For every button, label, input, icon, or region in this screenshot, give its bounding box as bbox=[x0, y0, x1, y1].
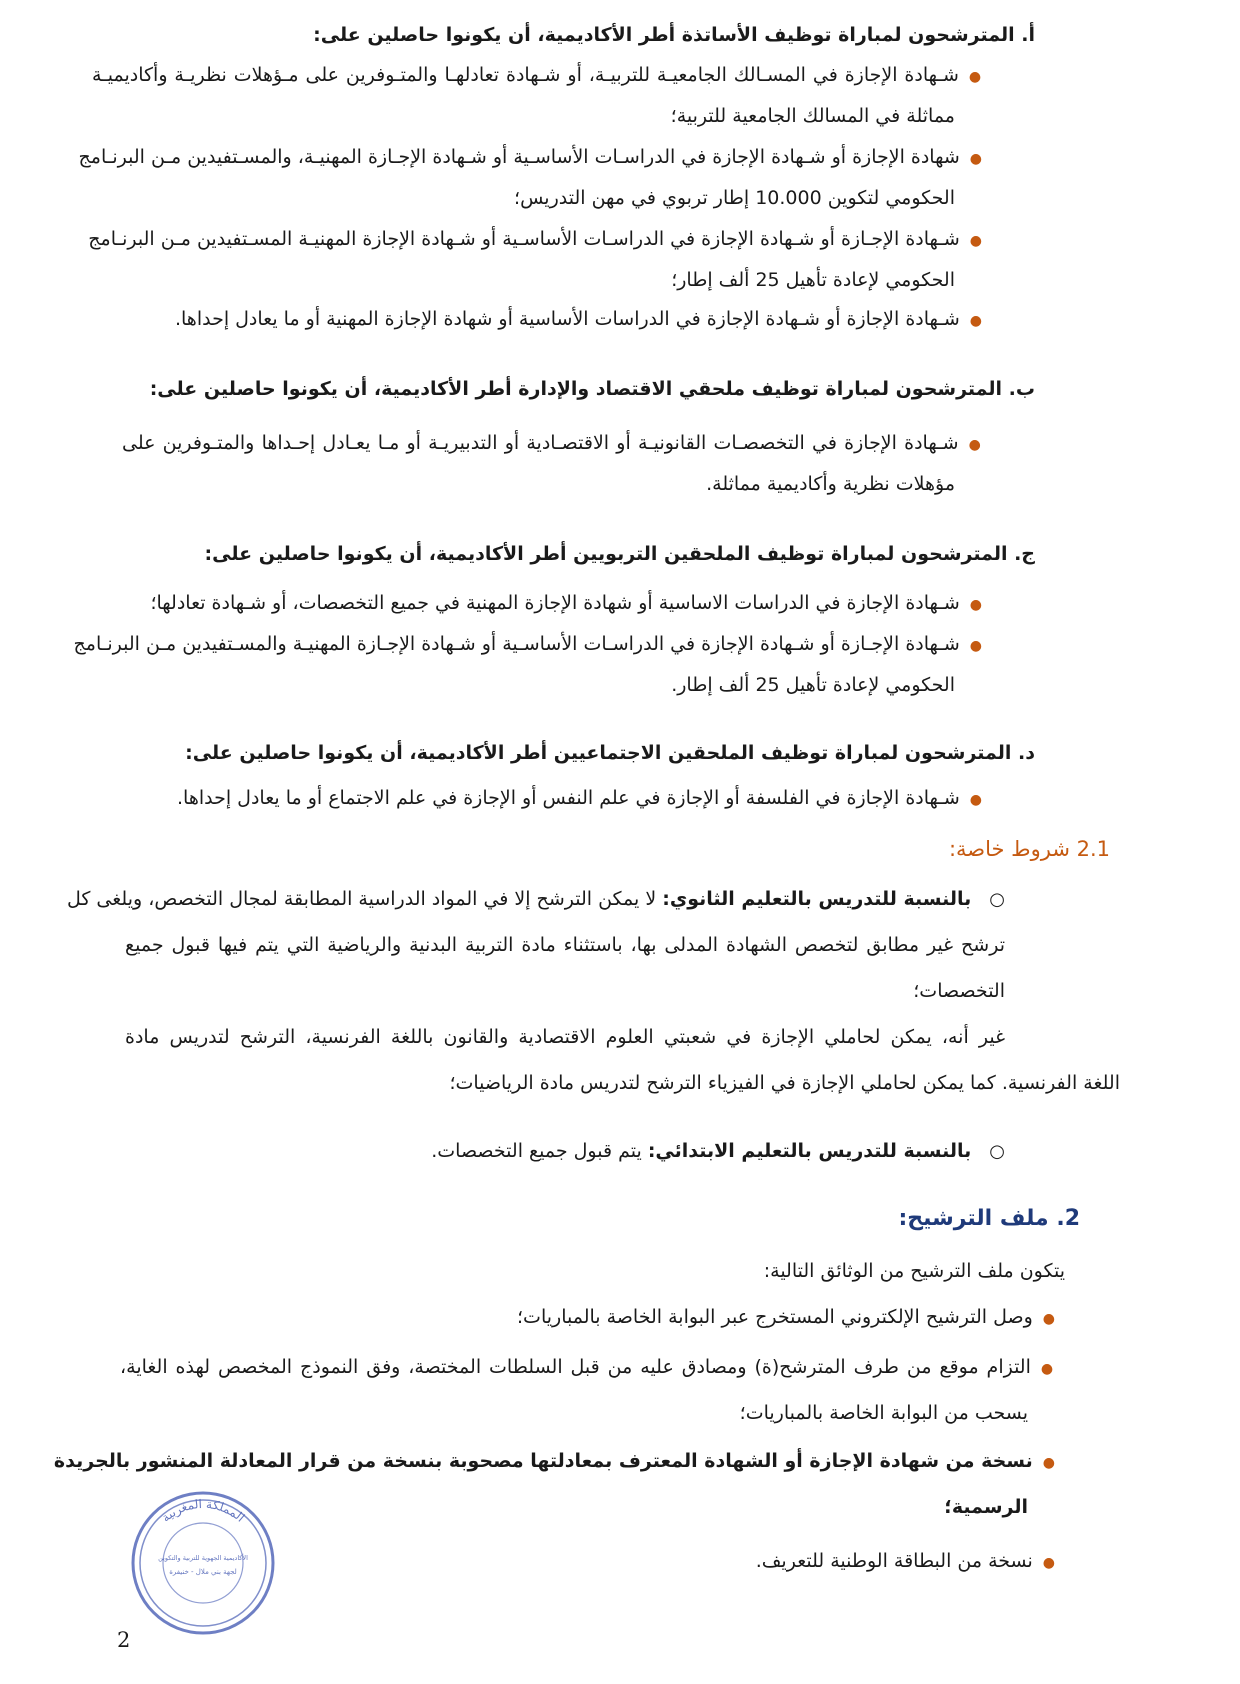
bullet-icon: ● bbox=[1042, 1455, 1055, 1471]
list-item: ●شـهادة الإجازة في التخصصـات القانونيـة أو الاقتصـادية أو التدبيريـة أو مـا يعـادل إحـداها والمتـوفرين على bbox=[122, 432, 982, 454]
list-item: ●نسخة من شهادة الإجازة أو الشهادة المعترف بمعادلتها مصحوبة بنسخة من قرار المعادلة المنشور بالجريدة bbox=[53, 1450, 1055, 1472]
secondary-rule: ○بالنسبة للتدريس بالتعليم الثانوي: لا يمكن الترشح إلا في المواد الدراسية المطابقة لمجال التخصص، ويلغى كل bbox=[66, 888, 1005, 910]
list-item: ●التزام موقع من طرف المترشح(ة) ومصادق عليه من قبل السلطات المختصة، وفق النموذج المخصص لهذه الغاية، bbox=[120, 1356, 1055, 1378]
secondary-rule-cont: ترشح غير مطابق لتخصص الشهادة المدلى بها، باستثناء مادة التربية البدنية والرياضية التي يتم فيها قبول جميع bbox=[125, 934, 1005, 956]
list-item-cont: الحكومي لإعادة تأهيل 25 ألف إطار. bbox=[671, 674, 955, 696]
circle-bullet-icon: ○ bbox=[989, 889, 1005, 910]
bullet-icon: ● bbox=[969, 151, 982, 167]
section-d-heading: د. المترشحون لمباراة توظيف الملحقين الاجتماعيين أطر الأكاديمية، أن يكونوا حاصلين على: bbox=[185, 742, 1035, 764]
list-item: ●شـهادة الإجازة في الدراسات الاساسية أو شهادة الإجازة المهنية في جميع التخصصات، أو شـهادة تعادلها؛ bbox=[150, 592, 982, 614]
special-heading: 2.1 شروط خاصة: bbox=[948, 837, 1110, 861]
list-item-cont: الحكومي لتكوين 10.000 إطار تربوي في مهن التدريس؛ bbox=[514, 187, 955, 209]
secondary-rule-cont: التخصصات؛ bbox=[913, 980, 1005, 1002]
section-b-heading: ب. المترشحون لمباراة توظيف ملحقي الاقتصاد والإدارة أطر الأكاديمية، أن يكونوا حاصلين على: bbox=[149, 378, 1035, 400]
circle-bullet-icon: ○ bbox=[989, 1141, 1005, 1162]
bullet-icon: ● bbox=[1040, 1361, 1055, 1377]
file-intro: يتكون ملف الترشيح من الوثائق التالية: bbox=[763, 1260, 1065, 1282]
stamp-line-2: لجهة بني ملال - خنيفرة bbox=[169, 1568, 237, 1576]
list-item: ●شـهادة الإجازة في المسـالك الجامعيـة للتربيـة، أو شـهادة تعادلهـا والمتـوفرين على مـؤهلات نظريـة وأكاديميـة bbox=[92, 64, 982, 86]
bullet-icon: ● bbox=[969, 597, 982, 613]
list-item-cont: يسحب من البوابة الخاصة بالمباريات؛ bbox=[739, 1402, 1028, 1424]
bullet-icon: ● bbox=[968, 437, 982, 453]
bullet-icon: ● bbox=[1042, 1555, 1055, 1571]
list-item-cont: الحكومي لإعادة تأهيل 25 ألف إطار؛ bbox=[671, 269, 955, 291]
list-item: ●نسخة من البطاقة الوطنية للتعريف. bbox=[755, 1550, 1055, 1572]
section-a-heading: أ. المترشحون لمباراة توظيف الأساتذة أطر الأكاديمية، أن يكونوا حاصلين على: bbox=[313, 24, 1035, 46]
bullet-icon: ● bbox=[969, 792, 982, 808]
list-item-cont: مؤهلات نظرية وأكاديمية مماثلة. bbox=[706, 473, 955, 495]
however-paragraph-cont: اللغة الفرنسية. كما يمكن لحاملي الإجازة في الفيزياء الترشح لتدريس مادة الرياضيات؛ bbox=[449, 1072, 1120, 1094]
list-item-cont: الرسمية؛ bbox=[944, 1496, 1028, 1518]
bullet-icon: ● bbox=[1042, 1311, 1055, 1327]
page-number: 2 bbox=[117, 1628, 131, 1652]
section-c-heading: ج. المترشحون لمباراة توظيف الملحقين التربويين أطر الأكاديمية، أن يكونوا حاصلين على: bbox=[204, 543, 1035, 565]
stamp-outer-text: المملكة المغربية bbox=[158, 1496, 248, 1525]
file-heading: 2. ملف الترشيح: bbox=[898, 1206, 1080, 1231]
however-paragraph: غير أنه، يمكن لحاملي الإجازة في شعبتي العلوم الاقتصادية والقانون باللغة الفرنسية، الترشح لتدريس مادة bbox=[125, 1026, 1005, 1048]
list-item: ●شـهادة الإجازة في الفلسفة أو الإجازة في علم النفس أو الإجازة في علم الاجتماع أو ما يعادل إحداها. bbox=[177, 787, 982, 809]
list-item: ●شـهادة الإجـازة أو شـهادة الإجازة في الدراسـات الأساسـية أو شـهادة الإجـازة المهنيـة والمسـتفيدين مـن البرنـامج bbox=[73, 633, 982, 655]
bullet-icon: ● bbox=[969, 638, 982, 654]
list-item-cont: مماثلة في المسالك الجامعية للتربية؛ bbox=[670, 105, 955, 127]
stamp-line-1: الأكاديمية الجهوية للتربية والتكوين bbox=[158, 1554, 248, 1562]
primary-rule: ○بالنسبة للتدريس بالتعليم الابتدائي: يتم قبول جميع التخصصات. bbox=[431, 1140, 1005, 1162]
official-stamp bbox=[128, 1488, 278, 1638]
list-item: ●شـهادة الإجازة أو شـهادة الإجازة في الدراسات الأساسية أو شهادة الإجازة المهنية أو ما يعادل إحداها. bbox=[174, 308, 982, 330]
bullet-icon: ● bbox=[968, 69, 982, 85]
bullet-icon: ● bbox=[969, 313, 982, 329]
bullet-icon: ● bbox=[969, 233, 982, 249]
list-item: ●وصل الترشيح الإلكتروني المستخرج عبر البوابة الخاصة بالمباريات؛ bbox=[517, 1306, 1055, 1328]
list-item: ●شـهادة الإجـازة أو شـهادة الإجازة في الدراسـات الأساسـية أو شـهادة الإجازة المهنيـة المسـتفيدين مـن البرنـامج bbox=[88, 228, 982, 250]
list-item: ●شهادة الإجازة أو شـهادة الإجازة في الدراسـات الأساسـية أو شـهادة الإجـازة المهنيـة، والمسـتفيدين مـن البرنـامج bbox=[78, 146, 982, 168]
